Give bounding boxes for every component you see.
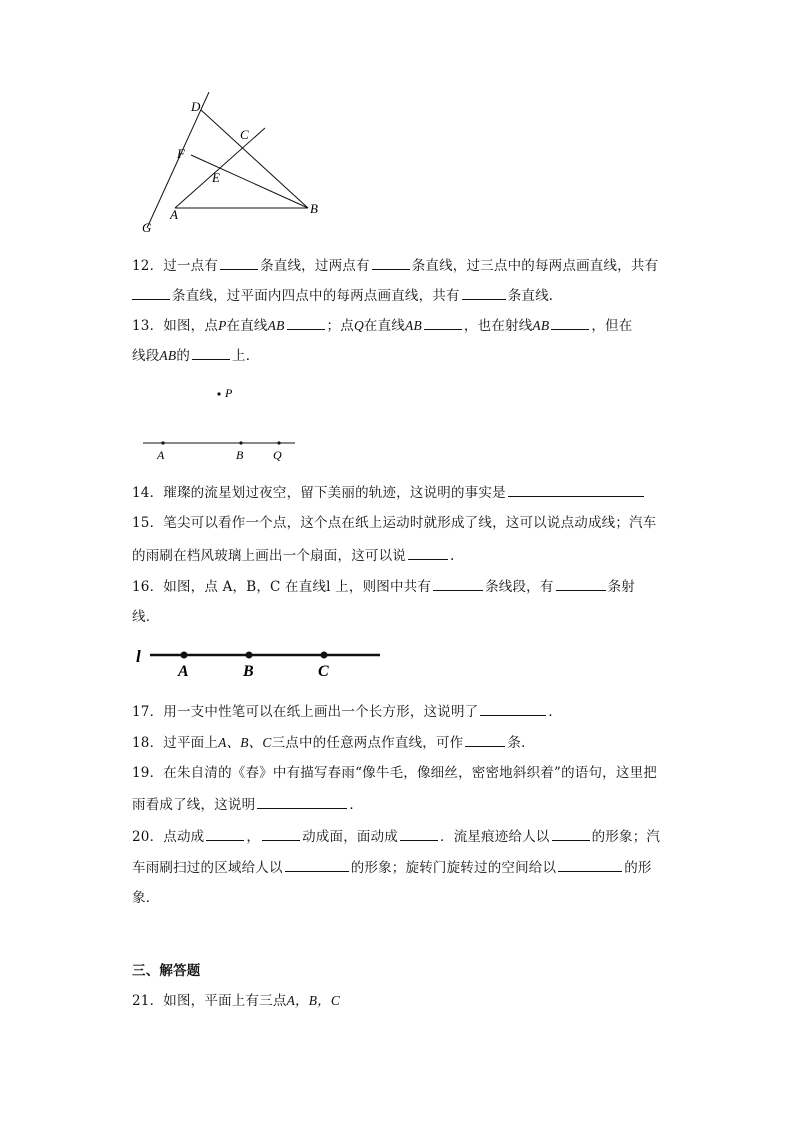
answer-blank[interactable] [508,482,644,497]
label-A: A [157,448,165,462]
question-13-line-2: 线段AB的 上． [132,345,672,366]
answer-blank[interactable] [285,857,349,872]
question-19-line-2: 雨看成了线，这说明 ． [132,794,672,815]
label-C: C [318,663,329,680]
segment-DB [201,110,308,208]
question-18: 18．过平面上A、B、C三点中的任意两点作直线，可作 条． [132,732,672,753]
question-13-line-1: 13．如图，点P在直线AB ；点Q在直线AB ，也在射线AB ，但在 [132,315,672,336]
answer-blank[interactable] [262,826,300,841]
label-Q: Q [273,448,282,462]
answer-blank[interactable] [372,255,410,270]
line-figure-lABC [132,642,387,682]
label-l: l [136,647,141,666]
label-B: B [243,663,254,680]
question-14: 14．璀璨的流星划过夜空，留下美丽的轨迹，这说明的事实是 [132,482,672,503]
answer-blank[interactable] [220,255,258,270]
answer-blank[interactable] [558,857,622,872]
question-15-line-1: 15．笔尖可以看作一个点，这个点在纸上运动时就形成了线，这可以说点动成线；汽车 [132,515,657,531]
answer-blank[interactable] [192,345,230,360]
answer-blank[interactable] [400,826,438,841]
segment-FB [191,155,308,208]
label-G: G [142,220,152,235]
answer-blank[interactable] [556,576,606,591]
answer-blank[interactable] [206,826,244,841]
label-C: C [240,127,249,142]
point-Q [277,441,280,444]
point-B [239,441,242,444]
answer-blank[interactable] [424,315,462,330]
answer-blank[interactable] [462,285,506,300]
answer-blank[interactable] [551,315,589,330]
question-16-line-1: 16．如图，点 A，B，C 在直线l 上，则图中共有 条线段，有 条射 [132,576,672,597]
question-16-line-2: 线． [132,609,160,625]
point-B [246,652,253,659]
answer-blank[interactable] [480,701,546,716]
question-12-line-1: 12．过一点有 条直线，过两点有 条直线，过三点中的每两点画直线，共有 [132,255,672,276]
label-B: B [310,201,318,216]
point-A [181,652,188,659]
point-P [217,392,220,395]
question-19-line-1: 19．在朱自清的《春》中有描写春雨“像牛毛，像细丝，密密地斜织着”的语句，这里把 [132,765,657,781]
question-20-line-3: 象． [132,890,160,906]
label-A: A [170,207,178,222]
question-21: 21．如图，平面上有三点A，B，C [132,993,341,1009]
answer-blank[interactable] [408,545,448,560]
label-F: F [177,146,185,161]
label-D: D [191,99,201,114]
geometry-figure-triangle [130,92,340,242]
ray-AC [175,128,265,208]
answer-blank[interactable] [287,315,325,330]
point-A [161,441,164,444]
question-12-line-2: 条直线，过平面内四点中的每两点画直线，共有 条直线． [132,285,672,306]
question-15-line-2: 的雨刷在档风玻璃上画出一个扇面，这可以说 . [132,545,672,566]
label-A: A [178,663,189,680]
section-title: 三、解答题 [132,963,201,979]
question-20-line-2: 车雨刷扫过的区域给人以 的形象；旋转门旋转过的空间给以 的形 [132,857,672,878]
answer-blank[interactable] [552,826,590,841]
label-B: B [236,448,244,462]
line-figure-PABQ [140,380,310,465]
answer-blank[interactable] [132,285,170,300]
point-C [321,652,328,659]
label-P: P [225,386,233,400]
label-E: E [212,170,220,185]
answer-blank[interactable] [465,732,505,747]
question-17: 17．用一支中性笔可以在纸上画出一个长方形，这说明了 ． [132,701,672,722]
answer-blank[interactable] [433,576,483,591]
question-20-line-1: 20．点动成 ， 动成面，面动成 ．流星痕迹给人以 的形象；汽 [132,826,672,847]
answer-blank[interactable] [257,794,347,809]
